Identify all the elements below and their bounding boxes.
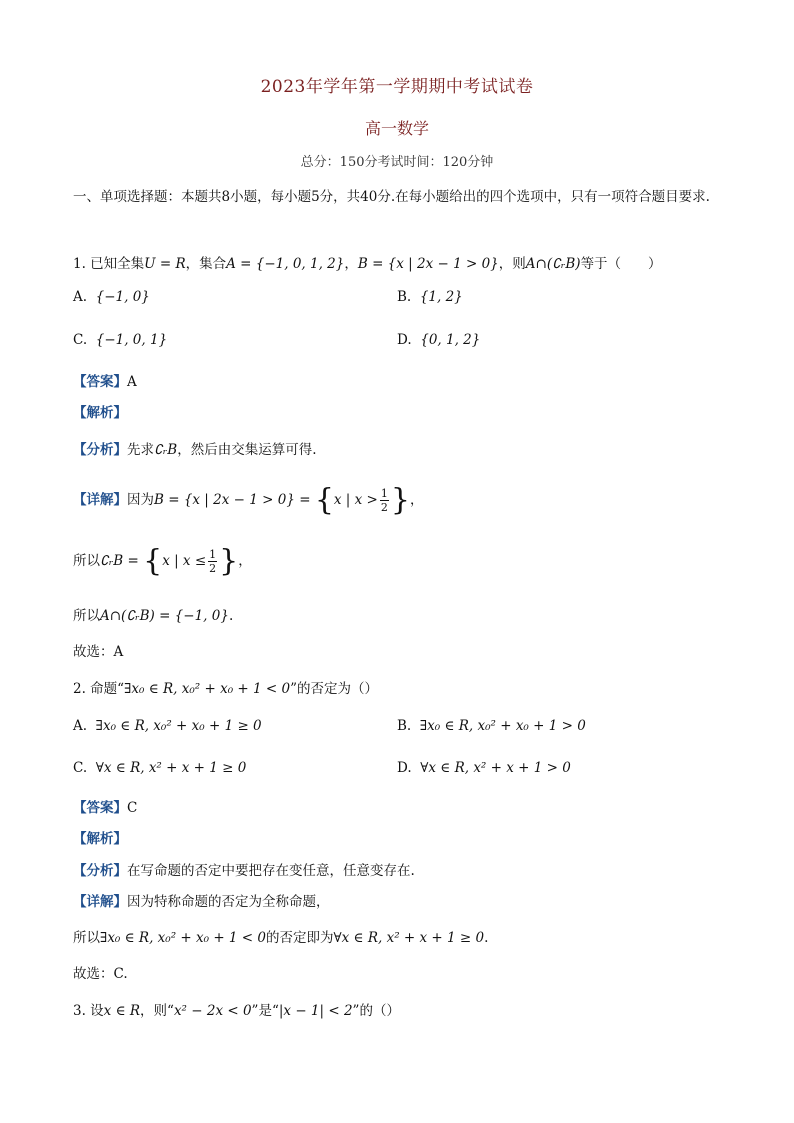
option-label: B. xyxy=(397,718,412,734)
q2-so-line xyxy=(73,926,488,946)
fenxi-text-2: ，然后由交集运算可得. xyxy=(177,442,317,458)
detail-tag: 【详解】 xyxy=(73,894,127,910)
fraction-denominator: 2 xyxy=(209,562,217,575)
right-brace: } xyxy=(390,482,410,518)
q3-text-2: ”是“ xyxy=(251,1003,279,1019)
q1-answer xyxy=(73,370,137,390)
q1-text-1: ，集合 xyxy=(185,256,227,272)
q1-text-2: ， xyxy=(344,256,358,272)
exam-subject: 高一数学 xyxy=(364,119,429,138)
q1-option-d xyxy=(397,332,480,348)
detail-equation: B = {x | 2x − 1 > 0} = xyxy=(154,492,315,508)
fraction-numerator: 1 xyxy=(209,548,217,561)
analysis-tag: 【解析】 xyxy=(73,831,127,847)
detail-text: 因为 xyxy=(127,492,154,508)
left-brace: { xyxy=(314,482,334,518)
fraction-one-half xyxy=(380,487,389,514)
option-label: D. xyxy=(397,332,412,348)
fenxi-text: 在写命题的否定中要把存在变任意，任意变存在. xyxy=(127,863,415,879)
q2-option-a xyxy=(73,718,262,734)
q1-option-b xyxy=(397,289,463,305)
option-value: ∀x ∈ R, x² + x + 1 > 0 xyxy=(420,760,571,776)
question-3-stem xyxy=(73,999,400,1019)
q1-universal-set: U = R xyxy=(144,256,186,272)
so-end: ， xyxy=(238,553,252,569)
exam-info: 总分：150分考试时间：120分钟 xyxy=(300,155,494,170)
so-text: 所以 xyxy=(73,608,100,624)
option-label: A. xyxy=(73,718,88,734)
q3-text-1: ，则“ xyxy=(140,1003,174,1019)
fenxi-tag: 【分析】 xyxy=(73,863,127,879)
fenxi-text: 先求 xyxy=(127,442,154,458)
q2-suffix: ”的否定为（） xyxy=(290,681,378,697)
so-end: . xyxy=(484,930,489,946)
right-brace: } xyxy=(219,543,239,579)
option-label: C. xyxy=(73,332,88,348)
q1-analysis xyxy=(73,401,127,421)
answer-value: C xyxy=(127,800,138,816)
question-1-stem xyxy=(73,252,662,272)
option-value: ∃x₀ ∈ R, x₀² + x₀ + 1 > 0 xyxy=(419,718,586,734)
option-value: {−1, 0, 1} xyxy=(95,332,168,348)
fenxi-expression: ∁ᵣB xyxy=(154,442,178,458)
q3-suffix: ”的（） xyxy=(352,1003,400,1019)
fenxi-tag: 【分析】 xyxy=(73,442,127,458)
q1-text-4: 等于（ ） xyxy=(580,256,662,272)
option-value: {0, 1, 2} xyxy=(420,332,481,348)
answer-tag: 【答案】 xyxy=(73,374,127,390)
so-text-2: 的否定即为 xyxy=(266,930,334,946)
fraction-denominator: 2 xyxy=(380,501,388,514)
q1-option-a xyxy=(73,289,150,305)
q1-text-3: ，则 xyxy=(498,256,526,272)
so-end: . xyxy=(228,608,234,624)
result-expression: A∩(∁ᵣB) = {−1, 0} xyxy=(100,608,229,624)
so-text: 所以 xyxy=(73,553,100,569)
q2-detail xyxy=(73,890,330,910)
q3-prefix: 3. 设 xyxy=(73,1003,104,1019)
q2-analysis xyxy=(73,827,127,847)
detail-set-text: x | x > xyxy=(333,492,378,508)
section-heading: 一、单项选择题：本题共8小题，每小题5分，共40分.在每小题给出的四个选项中，只有一项符合题目要求. xyxy=(73,189,710,205)
q1-set-a: A = {−1, 0, 1, 2} xyxy=(226,256,345,272)
so-proposition: ∃x₀ ∈ R, x₀² + x₀ + 1 < 0 xyxy=(100,930,266,946)
q2-proposition: ∃x₀ ∈ R, x₀² + x₀ + 1 < 0 xyxy=(124,681,291,697)
question-2-stem xyxy=(73,677,378,697)
q1-expression: A∩(∁ᵣB) xyxy=(525,256,581,272)
detail-tag: 【详解】 xyxy=(73,492,127,508)
fraction-numerator: 1 xyxy=(380,487,388,500)
q2-choose: 故选：C. xyxy=(73,966,128,982)
q1-set-b: B = {x | 2x − 1 > 0} xyxy=(357,256,499,272)
detail-text: 因为特称命题的否定为全称命题， xyxy=(127,894,330,910)
q3-q: |x − 1| < 2 xyxy=(278,1003,353,1019)
q1-detail xyxy=(73,482,424,518)
q2-fenxi xyxy=(73,859,415,879)
fraction-one-half xyxy=(208,548,217,575)
q1-prefix: 1. 已知全集 xyxy=(73,256,145,272)
complement-set-text: x | x ≤ xyxy=(162,553,207,569)
option-label: B. xyxy=(397,289,412,305)
q2-option-b xyxy=(397,718,586,734)
q1-fenxi xyxy=(73,438,317,458)
analysis-tag: 【解析】 xyxy=(73,405,127,421)
option-label: D. xyxy=(397,760,412,776)
option-label: A. xyxy=(73,289,88,305)
option-value: ∀x ∈ R, x² + x + 1 ≥ 0 xyxy=(95,760,247,776)
q3-p: x² − 2x < 0 xyxy=(173,1003,252,1019)
q1-so-line-2 xyxy=(73,604,233,624)
so-text: 所以 xyxy=(73,930,100,946)
q3-condition: x ∈ R xyxy=(103,1003,141,1019)
q2-option-c xyxy=(73,760,246,776)
answer-tag: 【答案】 xyxy=(73,800,127,816)
answer-value: A xyxy=(127,374,137,390)
q2-prefix: 2. 命题“ xyxy=(73,681,125,697)
q2-answer xyxy=(73,796,137,816)
left-brace: { xyxy=(143,543,163,579)
q1-so-line-1 xyxy=(73,543,252,579)
complement-expression: ∁ᵣB = xyxy=(100,553,144,569)
option-label: C. xyxy=(73,760,88,776)
detail-end: ， xyxy=(409,492,424,508)
option-value: {−1, 0} xyxy=(95,289,150,305)
option-value: {1, 2} xyxy=(419,289,463,305)
exam-title: 2023年学年第一学期期中考试试卷 xyxy=(260,77,534,97)
q2-option-d xyxy=(397,760,571,776)
option-value: ∃x₀ ∈ R, x₀² + x₀ + 1 ≥ 0 xyxy=(95,718,262,734)
q1-choose: 故选：A xyxy=(73,644,124,660)
q1-option-c xyxy=(73,332,167,348)
so-negation: ∀x ∈ R, x² + x + 1 ≥ 0 xyxy=(333,930,485,946)
